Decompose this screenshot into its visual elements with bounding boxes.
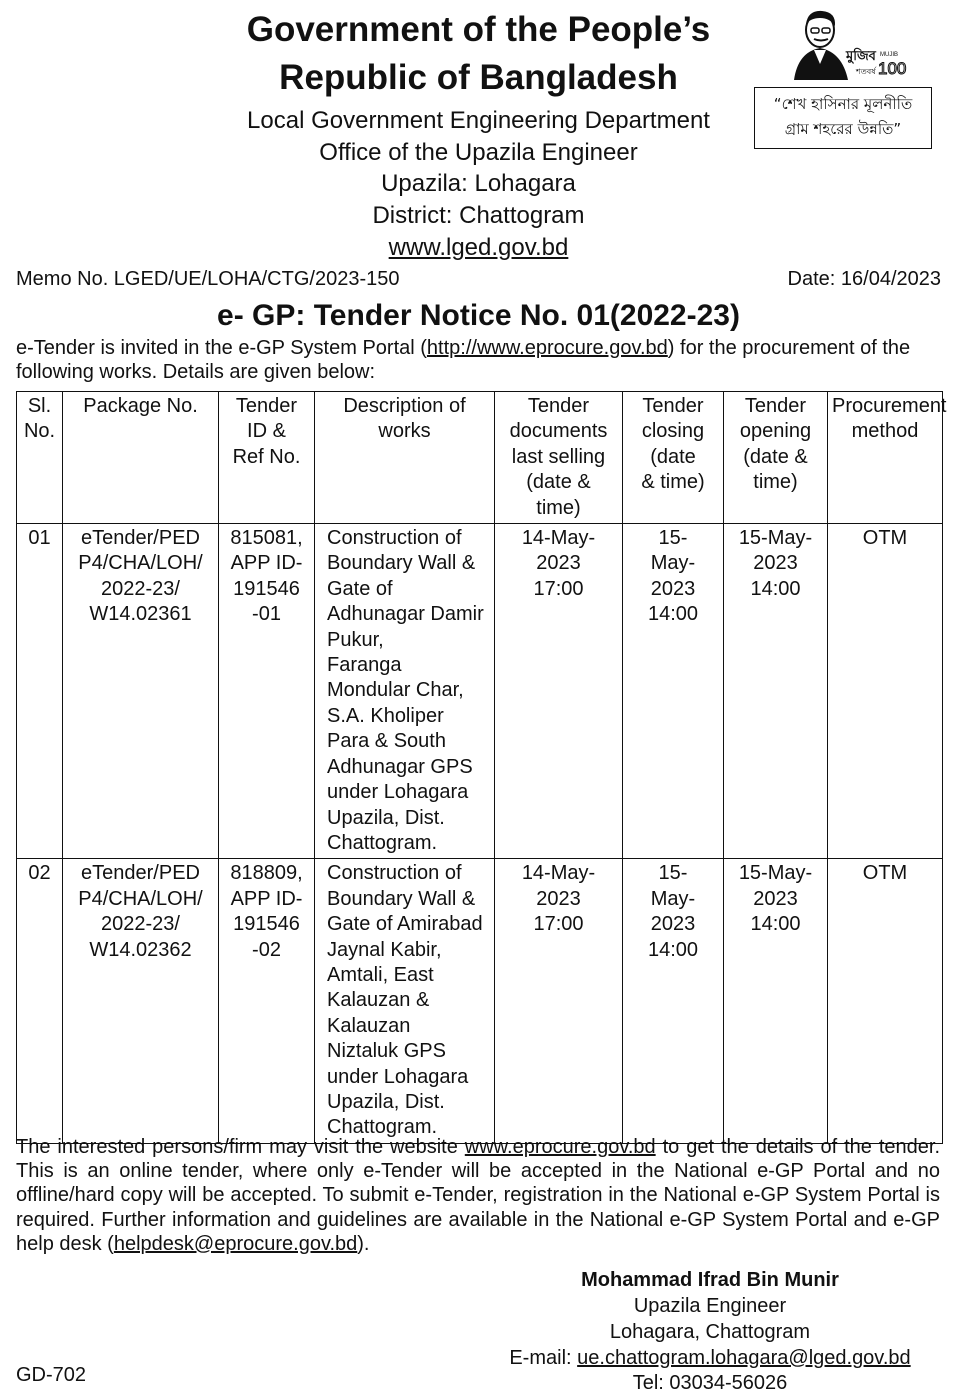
row1-package: eTender/PED P4/CHA/LOH/ 2022-23/ W14.02361 [63,524,219,859]
district-name: District: Chattogram [372,202,585,229]
table-row [17,524,943,859]
signatory-tel: Tel: 03034-56026 [632,1372,788,1394]
row1-method: OTM [828,524,943,859]
notice-title: e- GP: Tender Notice No. 01(2022-23) [217,299,740,332]
eprocure-website-link[interactable]: www.eprocure.gov.bd [464,1136,656,1158]
row1-tender-id: 815081, APP ID- 191546 -01 [219,524,315,859]
website-link[interactable]: www.lged.gov.bd [388,234,569,261]
header-description: Description of works [315,392,495,524]
header-title-line2: Republic of Bangladesh [279,58,678,97]
signatory-email-link[interactable]: ue.chattogram.lohagara@lged.gov.bd [577,1347,911,1369]
table-row [17,859,943,1143]
svg-text:100: 100 [878,59,907,78]
row2-description: Construction of Boundary Wall & Gate of Amirabad Jaynal Kabir, Amtali, East Kalauzan & Kalauzan Niztaluk GPS under Lohagara Upazila, Dist. Chattogram. [315,859,495,1143]
signatory-email: E-mail: ue.chattogram.lohagara@lged.gov.bd [509,1347,911,1369]
svg-text:শতবর্ষ: শতবর্ষ [856,67,876,76]
row2-method: OTM [828,859,943,1143]
mujib-100-logo-icon [784,6,907,82]
row2-package: eTender/PED P4/CHA/LOH/ 2022-23/ W14.02362 [63,859,219,1143]
row1-closing: 15- May- 2023 14:00 [623,524,724,859]
header-sl-no: Sl. No. [17,392,63,524]
row2-closing: 15- May- 2023 14:00 [623,859,724,1143]
gd-code: GD-702 [16,1364,87,1386]
slogan-box [754,87,932,149]
header-tender-id: Tender ID & Ref No. [219,392,315,524]
row1-sl: 01 [17,524,63,859]
row2-opening: 15-May- 2023 14:00 [724,859,828,1143]
header-package-no: Package No. [63,392,219,524]
svg-text:MUJIB: MUJIB [880,52,898,58]
signatory-designation: Upazila Engineer [633,1295,787,1317]
intro-text-end: ) for the procurement of the [667,337,911,359]
tender-table [16,391,947,1144]
helpdesk-email-link[interactable]: helpdesk@eprocure.gov.bd [113,1232,358,1255]
memo-date: Date: 16/04/2023 [787,268,941,290]
header-closing: Tender closing (date & time) [623,392,724,524]
upazila-name: Upazila: Lohagara [381,170,576,197]
memo-number: Memo No. LGED/UE/LOHA/CTG/2023-150 [16,268,400,290]
signatory-name: Mohammad Ifrad Bin Munir [581,1269,839,1291]
svg-text:মুজিব: মুজিব [846,49,876,64]
row1-last-selling: 14-May- 2023 17:00 [495,524,623,859]
slogan-line2: গ্রাম শহরের উন্নতি” [784,120,902,138]
footer-paragraph: The interested persons/firm may visit the website www.eprocure.gov.bd to get the details of the tender. This is an online tender, where only e-Tender will be accepted in the National e-GP Portal and no offline/hard copy will be accepted. To submit e-Tender, registration in the National e-GP System Portal is required. Further information and guidelines are available in the National e-GP System Portal and e-GP help desk (helpdesk@eprocure.gov.bd). [16,1136,941,1255]
intro-paragraph [16,336,940,384]
slogan-line1: “শেখ হাসিনার মূলনীতি [773,95,913,113]
header-title-line1: Government of the People’s [246,10,711,49]
intro-line2: following works. Details are given below: [16,361,376,383]
department-name: Local Government Engineering Department [247,107,710,134]
eprocure-link[interactable]: http://www.eprocure.gov.bd [426,337,668,359]
row1-opening: 15-May- 2023 14:00 [724,524,828,859]
header-procurement-method: Procurement method [828,392,943,524]
row1-description: Construction of Boundary Wall & Gate of Adhunagar Damir Pukur, Faranga Mondular Char, S.A. Kholiper Para & South Adhunagar GPS under Lohagara Upazila, Dist. Chattogram. [315,524,495,859]
row2-sl: 02 [17,859,63,1143]
intro-text-start: e-Tender is invited in the e-GP System Portal ( [16,337,427,359]
row2-last-selling: 14-May- 2023 17:00 [495,859,623,1143]
header-opening: Tender opening (date & time) [724,392,828,524]
row2-tender-id: 818809, APP ID- 191546 -02 [219,859,315,1143]
header-last-selling: Tender documents last selling (date & time) [495,392,623,524]
signatory-place: Lohagara, Chattogram [609,1321,811,1343]
table-header-row [17,392,943,524]
office-name: Office of the Upazila Engineer [319,139,638,166]
